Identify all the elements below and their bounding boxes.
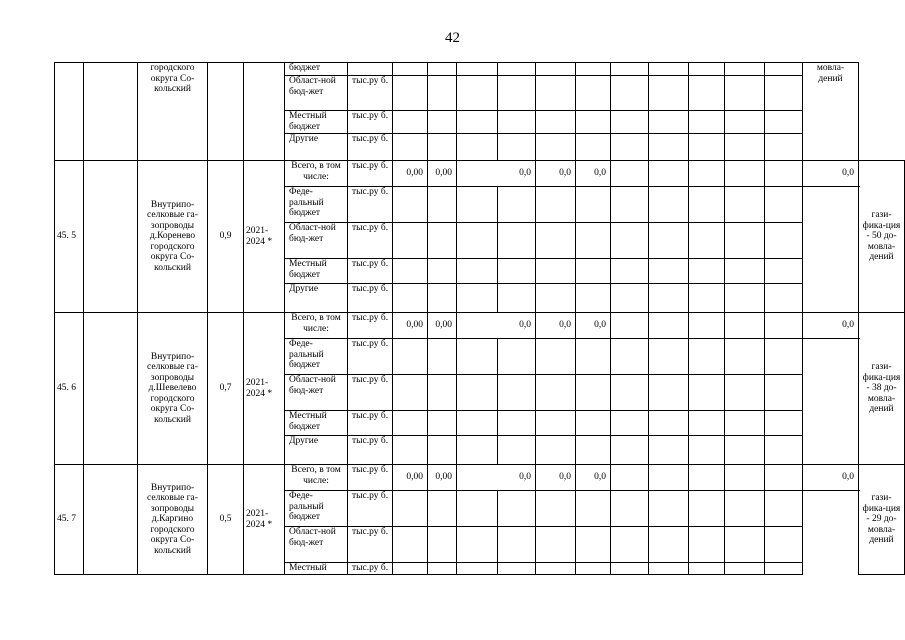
empty-cell — [457, 527, 498, 563]
empty-cell — [84, 465, 138, 575]
empty-cell — [457, 111, 498, 134]
object-name: Внутрипо-селковые га-зопроводы д.Шевелево городского округа Со-кольский — [138, 313, 208, 465]
empty-cell — [649, 491, 689, 527]
unit-cell: тыс.ру б. — [348, 491, 393, 527]
period-cell: 2021-2024 * — [244, 161, 285, 313]
unit-cell: тыс.ру б. — [348, 339, 393, 375]
empty-cell — [765, 284, 803, 313]
empty-cell — [649, 527, 689, 563]
empty-cell — [765, 563, 803, 575]
empty-cell — [498, 187, 536, 223]
empty-cell — [765, 339, 803, 375]
empty-cell — [457, 491, 498, 527]
empty-cell — [536, 223, 576, 259]
unit-cell: тыс.ру б. — [348, 134, 393, 161]
empty-cell — [765, 375, 803, 411]
empty-cell — [765, 411, 803, 436]
empty-cell — [689, 313, 725, 339]
empty-cell — [765, 259, 803, 284]
empty-cell — [576, 63, 611, 76]
empty-cell — [457, 563, 498, 575]
length-cell: 0,9 — [208, 161, 244, 313]
empty-cell — [498, 491, 536, 527]
empty-cell — [725, 527, 765, 563]
funding-source: Област-ной бюд-жет — [285, 76, 348, 111]
empty-cell — [649, 63, 689, 76]
empty-cell — [611, 223, 649, 259]
empty-cell — [649, 436, 689, 465]
table-row — [55, 63, 905, 76]
funding-source: бюджет — [285, 63, 348, 76]
empty-cell — [649, 76, 689, 111]
code-cell: 45. 5 — [55, 161, 84, 313]
empty-cell — [611, 411, 649, 436]
empty-cell — [649, 465, 689, 491]
unit-cell: тыс.ру б. — [348, 465, 393, 491]
funding-source: Всего, в том числе: — [285, 313, 348, 339]
unit-cell: тыс.ру б. — [348, 111, 393, 134]
funding-source: Местный бюджет — [285, 411, 348, 436]
empty-cell — [428, 563, 457, 575]
empty-cell — [428, 223, 457, 259]
empty-cell — [689, 563, 725, 575]
value-cell: 0,0 — [803, 313, 859, 339]
empty-cell — [498, 76, 536, 111]
empty-cell — [576, 187, 611, 223]
empty-cell — [725, 465, 765, 491]
page-number: 42 — [445, 30, 460, 46]
value-cell: 0,0 — [576, 465, 611, 491]
empty-cell — [393, 63, 428, 76]
empty-cell — [393, 134, 428, 161]
empty-cell — [498, 134, 536, 161]
value-cell: 0,0 — [536, 465, 576, 491]
empty-cell — [765, 134, 803, 161]
empty-cell — [428, 527, 457, 563]
empty-cell — [536, 339, 576, 375]
empty-cell — [457, 411, 498, 436]
empty-cell — [576, 527, 611, 563]
empty-cell — [536, 563, 576, 575]
unit-cell: тыс.ру б. — [348, 223, 393, 259]
unit-cell: тыс.ру б. — [348, 284, 393, 313]
empty-cell — [428, 134, 457, 161]
empty-cell — [649, 375, 689, 411]
empty-cell — [765, 111, 803, 134]
empty-cell — [765, 63, 803, 76]
empty-cell — [765, 313, 803, 339]
unit-cell: тыс.ру б. — [348, 563, 393, 575]
empty-cell — [725, 161, 765, 187]
empty-cell — [689, 161, 725, 187]
empty-cell — [649, 411, 689, 436]
empty-cell — [428, 63, 457, 76]
empty-cell — [576, 259, 611, 284]
empty-cell — [689, 284, 725, 313]
empty-cell — [765, 187, 803, 223]
length-cell — [208, 63, 244, 161]
empty-cell — [428, 411, 457, 436]
empty-cell — [725, 284, 765, 313]
empty-cell — [393, 527, 428, 563]
empty-cell — [84, 313, 138, 465]
empty-cell — [611, 491, 649, 527]
empty-cell — [725, 491, 765, 527]
code-cell: 45. 6 — [55, 313, 84, 465]
empty-cell — [576, 339, 611, 375]
empty-cell — [725, 436, 765, 465]
empty-cell — [649, 134, 689, 161]
value-cell: 0,0 — [457, 465, 536, 491]
empty-cell — [498, 375, 536, 411]
result-cell: гази-фика-ция - 29 до-мовла-дений — [859, 465, 905, 575]
empty-cell — [611, 339, 649, 375]
empty-cell — [457, 76, 498, 111]
funding-source: Всего, в том числе: — [285, 465, 348, 491]
funding-source: Област-ной бюд-жет — [285, 375, 348, 411]
value-cell: 0,0 — [803, 161, 859, 187]
funding-source: Феде-ральный бюджет — [285, 187, 348, 223]
empty-cell — [765, 491, 803, 527]
code-cell — [55, 63, 84, 161]
period-cell: 2021-2024 * — [244, 465, 285, 575]
result-cell: мовла-дений — [803, 63, 859, 161]
unit-cell — [348, 63, 393, 76]
empty-cell — [536, 63, 576, 76]
funding-source: Другие — [285, 436, 348, 465]
empty-cell — [536, 527, 576, 563]
value-cell: 0,00 — [428, 465, 457, 491]
value-cell: 0,00 — [428, 313, 457, 339]
empty-cell — [689, 223, 725, 259]
empty-cell — [428, 284, 457, 313]
empty-cell — [498, 111, 536, 134]
empty-cell — [689, 259, 725, 284]
funding-source: Местный бюджет — [285, 259, 348, 284]
value-cell: 0,0 — [803, 465, 859, 491]
table-row — [55, 161, 905, 187]
empty-cell — [725, 76, 765, 111]
empty-cell — [428, 259, 457, 284]
object-name: городского округа Со-кольский — [138, 63, 208, 161]
unit-cell: тыс.ру б. — [348, 527, 393, 563]
value-cell: 0,00 — [393, 465, 428, 491]
value-cell: 0,00 — [428, 161, 457, 187]
empty-cell — [725, 259, 765, 284]
empty-cell — [611, 465, 649, 491]
empty-cell — [649, 161, 689, 187]
empty-cell — [576, 134, 611, 161]
empty-cell — [649, 284, 689, 313]
empty-cell — [725, 375, 765, 411]
program-table — [54, 62, 905, 575]
empty-cell — [428, 187, 457, 223]
funding-source: Местный — [285, 563, 348, 575]
empty-cell — [428, 375, 457, 411]
empty-cell — [498, 223, 536, 259]
unit-cell: тыс.ру б. — [348, 411, 393, 436]
empty-cell — [689, 491, 725, 527]
result-cell: гази-фика-ция - 50 до-мовла-дений — [859, 161, 905, 313]
empty-cell — [611, 63, 649, 76]
empty-cell — [689, 134, 725, 161]
empty-cell — [649, 111, 689, 134]
empty-cell — [393, 411, 428, 436]
empty-cell — [428, 339, 457, 375]
unit-cell: тыс.ру б. — [348, 375, 393, 411]
empty-cell — [765, 76, 803, 111]
table-row — [55, 313, 905, 339]
empty-cell — [536, 375, 576, 411]
empty-cell — [576, 223, 611, 259]
empty-cell — [393, 187, 428, 223]
value-cell: 0,0 — [576, 313, 611, 339]
empty-cell — [536, 134, 576, 161]
empty-cell — [536, 284, 576, 313]
empty-cell — [765, 223, 803, 259]
empty-cell — [498, 284, 536, 313]
empty-cell — [457, 375, 498, 411]
empty-cell — [498, 411, 536, 436]
empty-cell — [649, 187, 689, 223]
value-cell: 0,0 — [536, 161, 576, 187]
empty-cell — [689, 375, 725, 411]
empty-cell — [611, 527, 649, 563]
empty-cell — [457, 436, 498, 465]
period-cell — [244, 63, 285, 161]
empty-cell — [689, 527, 725, 563]
empty-cell — [498, 259, 536, 284]
empty-cell — [725, 63, 765, 76]
empty-cell — [725, 339, 765, 375]
funding-source: Област-ной бюд-жет — [285, 223, 348, 259]
empty-cell — [536, 491, 576, 527]
code-cell: 45. 7 — [55, 465, 84, 575]
funding-source: Област-ной бюд-жет — [285, 527, 348, 563]
empty-cell — [649, 223, 689, 259]
empty-cell — [765, 161, 803, 187]
empty-cell — [611, 111, 649, 134]
empty-cell — [576, 375, 611, 411]
length-cell: 0,7 — [208, 313, 244, 465]
empty-cell — [689, 436, 725, 465]
empty-cell — [611, 436, 649, 465]
empty-cell — [725, 134, 765, 161]
empty-cell — [393, 339, 428, 375]
empty-cell — [611, 76, 649, 111]
empty-cell — [498, 527, 536, 563]
funding-source: Другие — [285, 134, 348, 161]
empty-cell — [393, 284, 428, 313]
empty-cell — [536, 259, 576, 284]
empty-cell — [457, 223, 498, 259]
value-cell: 0,0 — [457, 313, 536, 339]
empty-cell — [689, 411, 725, 436]
empty-cell — [576, 284, 611, 313]
empty-cell — [393, 223, 428, 259]
empty-cell — [428, 436, 457, 465]
unit-cell: тыс.ру б. — [348, 259, 393, 284]
empty-cell — [649, 313, 689, 339]
funding-source: Местный бюджет — [285, 111, 348, 134]
empty-cell — [689, 111, 725, 134]
unit-cell: тыс.ру б. — [348, 76, 393, 111]
empty-cell — [725, 187, 765, 223]
empty-cell — [428, 491, 457, 527]
empty-cell — [457, 259, 498, 284]
empty-cell — [498, 563, 536, 575]
empty-cell — [611, 284, 649, 313]
length-cell: 0,5 — [208, 465, 244, 575]
empty-cell — [611, 134, 649, 161]
empty-cell — [765, 527, 803, 563]
empty-cell — [576, 411, 611, 436]
empty-cell — [457, 339, 498, 375]
empty-cell — [536, 436, 576, 465]
empty-cell — [611, 161, 649, 187]
empty-cell — [498, 63, 536, 76]
empty-cell — [765, 465, 803, 491]
empty-cell — [428, 76, 457, 111]
funding-source: Феде-ральный бюджет — [285, 491, 348, 527]
unit-cell: тыс.ру б. — [348, 161, 393, 187]
empty-cell — [536, 76, 576, 111]
empty-cell — [689, 76, 725, 111]
empty-cell — [725, 223, 765, 259]
empty-cell — [536, 111, 576, 134]
empty-cell — [576, 491, 611, 527]
empty-cell — [611, 187, 649, 223]
empty-cell — [725, 111, 765, 134]
empty-cell — [536, 411, 576, 436]
empty-cell — [393, 259, 428, 284]
empty-cell — [611, 563, 649, 575]
period-cell: 2021-2024 * — [244, 313, 285, 465]
empty-cell — [576, 563, 611, 575]
empty-cell — [393, 76, 428, 111]
empty-cell — [649, 339, 689, 375]
empty-cell — [393, 436, 428, 465]
empty-cell — [393, 563, 428, 575]
empty-cell — [393, 111, 428, 134]
empty-cell — [725, 411, 765, 436]
empty-cell — [689, 465, 725, 491]
empty-cell — [649, 259, 689, 284]
unit-cell: тыс.ру б. — [348, 436, 393, 465]
unit-cell: тыс.ру б. — [348, 313, 393, 339]
empty-cell — [765, 436, 803, 465]
result-cell: гази-фика-ция - 38 до-мовла-дений — [859, 313, 905, 465]
empty-cell — [689, 187, 725, 223]
empty-cell — [457, 284, 498, 313]
funding-source: Всего, в том числе: — [285, 161, 348, 187]
empty-cell — [457, 134, 498, 161]
empty-cell — [576, 76, 611, 111]
empty-cell — [649, 563, 689, 575]
empty-cell — [611, 375, 649, 411]
value-cell: 0,0 — [576, 161, 611, 187]
unit-cell: тыс.ру б. — [348, 187, 393, 223]
empty-cell — [393, 375, 428, 411]
object-name: Внутрипо-селковые га-зопроводы д.Коренево городского округа Со-кольский — [138, 161, 208, 313]
empty-cell — [498, 436, 536, 465]
value-cell: 0,0 — [536, 313, 576, 339]
empty-cell — [611, 259, 649, 284]
empty-cell — [689, 63, 725, 76]
object-name: Внутрипо-селковые га-зопроводы д.Каргино городского округа Со-кольский — [138, 465, 208, 575]
empty-cell — [457, 63, 498, 76]
empty-cell — [498, 339, 536, 375]
empty-cell — [84, 63, 138, 161]
empty-cell — [536, 187, 576, 223]
empty-cell — [84, 161, 138, 313]
empty-cell — [725, 563, 765, 575]
empty-cell — [576, 436, 611, 465]
empty-cell — [611, 313, 649, 339]
value-cell: 0,0 — [457, 161, 536, 187]
table-body — [55, 63, 905, 575]
empty-cell — [725, 313, 765, 339]
empty-cell — [428, 111, 457, 134]
empty-cell — [689, 339, 725, 375]
table-row — [55, 465, 905, 491]
funding-source: Другие — [285, 284, 348, 313]
empty-cell — [457, 187, 498, 223]
value-cell: 0,00 — [393, 313, 428, 339]
empty-cell — [393, 491, 428, 527]
value-cell: 0,00 — [393, 161, 428, 187]
empty-cell — [576, 111, 611, 134]
funding-source: Феде-ральный бюджет — [285, 339, 348, 375]
